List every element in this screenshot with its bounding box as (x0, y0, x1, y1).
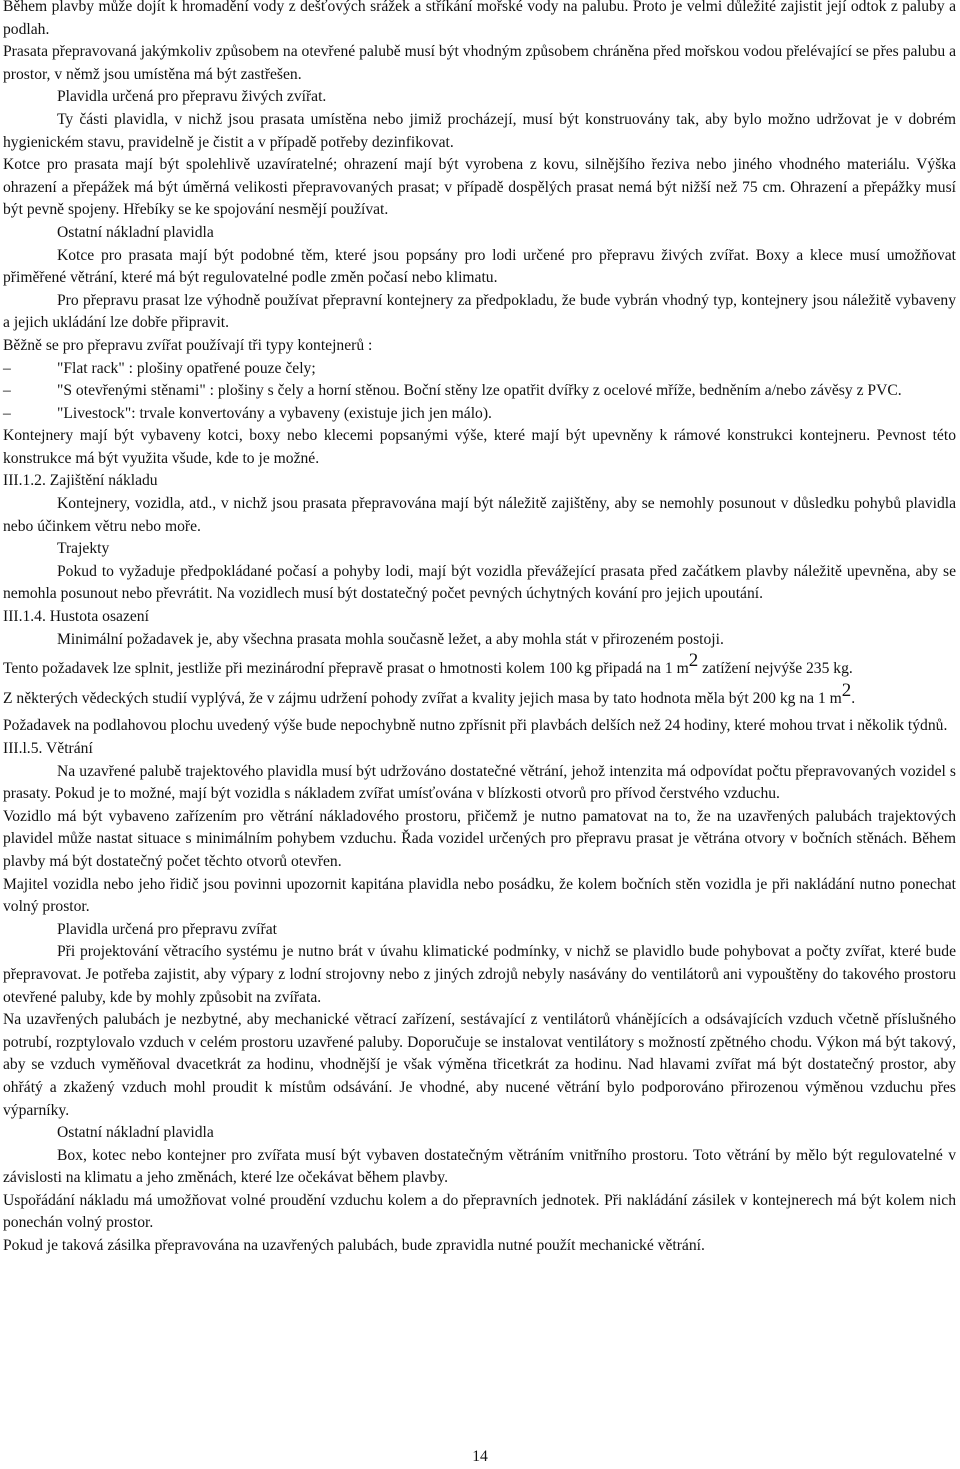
subheading: Plavidla určená pro přepravu zvířat (57, 920, 277, 938)
list-item-text: "S otevřenými stěnami" : plošiny s čely a horní stěnou. Boční stěny lze opatřit dvířky z ocelové mříže, bedněním a/nebo závěsy z PVC. (57, 382, 902, 400)
paragraph: Minimální požadavek je, aby všechna prasata mohla současně ležet, a aby mohla stát v přirozeném postoji. (57, 630, 724, 648)
superscript: 2 (841, 679, 852, 701)
list-item (3, 403, 956, 426)
paragraph: Na uzavřených palubách je nezbytné, aby mechanické větrací zařízení, sestávající z ventilátorů vhánějících a odsávajících vzduch včetně příslušného potrubí, rozptylovalo vzduch v celém prostoru uzavřené paluby. Doporučuje se instalovat ventilátory s možností zpětného chodu. Výkon má být takový, aby se vzduch vyměňoval dvacetkrát za hodinu, vhodnější je však výměna třicetkrát za hodinu. Nad hlavami zvířat má být dostatečný prostor, aby ohřátý a zkažený vzduch mohl proudit k místům odsávání. Je vhodné, aby nucené větrání bylo podporováno přirozenou výměnou vzduchu přes výparníky. (3, 1011, 956, 1119)
paragraph: Ty části plavidla, v nichž jsou prasata umístěna nebo jimiž procházejí, musí být konstruovány tak, aby bylo možno udržovat je v dobrém hygienickém stavu, pravidelně je čistit a v případě potřeby dezinfikovat. (3, 110, 956, 151)
paragraph: Kotce pro prasata mají být spolehlivě uzavíratelné; ohrazení mají být vyrobena z kovu, silnějšího řeziva nebo jiného vhodného materiálu. Výška ohrazení a přepážek má být úměrná velikosti přepravovaných prasat; v případě dospělých prasat nemá být nižší než 75 cm. Ohrazení a přepážky musí být pevně spojeny. Hřebíky se ke spojování nesmějí používat. (3, 156, 956, 219)
page-number: 14 (472, 1448, 488, 1465)
paragraph: Vozidlo má být vybaveno zařízením pro větrání nákladového prostoru, přičemž je nutno pamatovat na to, že na uzavřených palubách trajektových plavidel může nastat situace s minimálním pohybem vzduchu. Řada vozidel určených pro přepravu prasat je větrána otvory v bočních stěnách. Během plavby má být dostatečný počet těchto otvorů otevřen. (3, 807, 956, 870)
paragraph: Během plavby může dojít k hromadění vody z dešťových srážek a stříkání mořské vody na palubu. Proto je velmi důležité zajistit její odtok z paluby a podlah. (3, 0, 956, 38)
paragraph: Z některých vědeckých studií vyplývá, že v zájmu udržení pohody zvířat a kvality jejich masa by tato hodnota měla být 200 kg na 1 $m^2$. (3, 679, 856, 707)
paragraph: Požadavek na podlahovou plochu uvedený výše bude nepochybně nutno zpřísnit při plavbách delších než 24 hodiny, které mohou trvat i několik týdnů. (3, 717, 948, 735)
paragraph: Uspořádání nákladu má umožňovat volné proudění vzduchu kolem a do přepravních jednotek. Při nakládání zásilek v kontejnerech má být kolem nich ponechán volný prostor. (3, 1191, 956, 1232)
dash-bullet: – (3, 359, 11, 377)
paragraph: Pro přepravu prasat lze výhodně používat přepravní kontejnery za předpokladu, že bude vybrán vhodný typ, kontejnery jsou náležitě vybaveny a jejich ukládání lze dobře připravit. (3, 291, 956, 332)
list-item-text: "Flat rack" : plošiny opatřené pouze čely; (57, 359, 316, 377)
paragraph: Pokud je taková zásilka přepravována na uzavřených palubách, bude zpravidla nutné použít mechanické větrání. (3, 1237, 705, 1255)
paragraph: Běžně se pro přepravu zvířat používají tři typy kontejnerů : (3, 336, 373, 354)
subheading: Ostatní nákladní plavidla (57, 1124, 214, 1142)
paragraph: Tento požadavek lze splnit, jestliže při mezinárodní přepravě prasat o hmotnosti kolem 100 kg připadá na 1 $m^2$ zatížení nejvýše 235 kg. (3, 650, 853, 678)
section-heading: III.l.5. Větrání (3, 740, 93, 757)
document-page (3, 0, 956, 1258)
subheading: Ostatní nákladní plavidla (57, 223, 214, 241)
paragraph: Pokud to vyžaduje předpokládané počasí a pohyby lodi, mají být vozidla převážející prasata před začátkem plavby náležitě upevněna, aby se nemohla posunout nebo převrátit. Na vozidlech musí být dostatečný počet pevných úchytných kování pro jejich upoutání. (3, 562, 956, 603)
section-heading: III.1.2. Zajištění nákladu (3, 472, 158, 490)
paragraph: Kontejnery, vozidla, atd., v nichž jsou prasata přepravována mají být náležitě zajištěny, aby se nemohly posunout v důsledku pohybů plavidla nebo účinkem větru nebo moře. (3, 495, 956, 535)
paragraph: Kontejnery mají být vybaveny kotci, boxy nebo klecemi popsanými výše, které mají být upevněny k rámové konstrukci kontejneru. Pevnost této konstrukce má být využita všude, kde to je možné. (3, 427, 956, 467)
list-item (3, 380, 956, 403)
paragraph: Box, kotec nebo kontejner pro zvířata musí být vybaven dostatečným větráním vnitřního prostoru. Toto větrání by mělo být regulovatelné v závislosti na klimatu a jeho změnách, které lze očekávat během plavby. (3, 1146, 956, 1187)
paragraph: Při projektování větracího systému je nutno brát v úvahu klimatické podmínky, v nichž se plavidlo bude pohybovat a počty zvířat, které bude přepravovat. Je potřeba zajistit, aby výpary z lodní strojovny nebo z jiných zdrojů nebyly nasávány do ventilátorů ani vypouštěny do takového prostoru otevřené paluby, kde by mohly způsobit na zvířata. (3, 943, 956, 1006)
subheading: Plavidla určená pro přepravu živých zvířat. (57, 88, 327, 106)
subheading: Trajekty (57, 540, 110, 558)
paragraph: Kotce pro prasata mají být podobné těm, které jsou popsány pro lodi určené pro přepravu živých zvířat. Boxy a klece musí umožňovat přiměřené větrání, které má být regulovatelné podle změn počasí nebo klimatu. (3, 246, 956, 287)
paragraph: Majitel vozidla nebo jeho řidič jsou povinni upozornit kapitána plavidla nebo posádku, že kolem bočních stěn vozidla je při nakládání nutno ponechat volný prostor. (3, 875, 956, 916)
dash-bullet: – (3, 382, 11, 400)
dash-bullet: – (3, 404, 11, 422)
list-item (3, 358, 956, 381)
paragraph: Na uzavřené palubě trajektového plavidla musí být udržováno dostatečné větrání, jehož intenzita má odpovídat počtu přepravovaných vozidel s prasaty. Pokud je to možné, mají být vozidla s nákladem zvířat umísťována v blízkosti otvorů pro přívod čerstvého vzduchu. (3, 762, 956, 803)
list-item-text: "Livestock": trvale konvertovány a vybaveny (existuje jich jen málo). (57, 404, 492, 422)
paragraph: Prasata přepravovaná jakýmkoliv způsobem na otevřené palubě musí být vhodným způsobem chráněna před mořskou vodou přelévající se přes palubu a prostor, v němž jsou umístěna má být zastřešen. (3, 43, 956, 83)
superscript: 2 (688, 650, 699, 672)
section-heading: III.1.4. Hustota osazení (3, 608, 149, 626)
